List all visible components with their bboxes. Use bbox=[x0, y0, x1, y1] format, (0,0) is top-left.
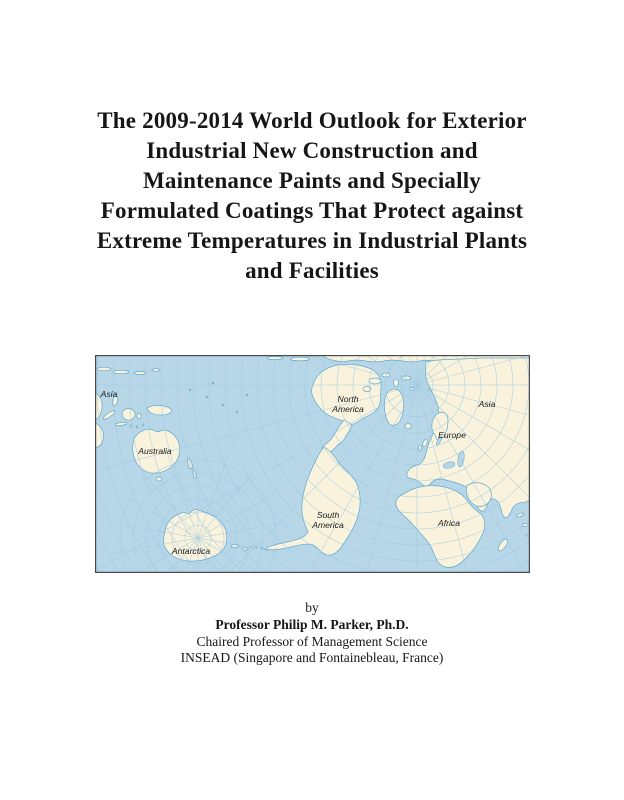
book-title-line: Industrial New Construction and bbox=[146, 138, 478, 163]
map-label-north-america: America bbox=[332, 404, 364, 414]
world-map bbox=[95, 355, 530, 573]
map-label-south-america: South bbox=[316, 510, 340, 520]
author-role: Chaired Professor of Management Science bbox=[196, 633, 428, 649]
world-map-graphic bbox=[95, 355, 530, 573]
book-title-line: and Facilities bbox=[245, 258, 379, 283]
map-label-north-america: North bbox=[337, 394, 359, 404]
author-institution: INSEAD (Singapore and Fontainebleau, France) bbox=[180, 650, 444, 666]
map-label-asia-right: Asia bbox=[478, 399, 496, 409]
map-label-australia: Australia bbox=[138, 446, 172, 456]
book-title-line: The 2009-2014 World Outlook for Exterior bbox=[97, 108, 527, 133]
book-title bbox=[12, 106, 612, 286]
byline-block bbox=[2, 600, 622, 667]
author-name: Professor Philip M. Parker, Ph.D. bbox=[215, 616, 409, 632]
map-label-africa: Africa bbox=[438, 518, 460, 528]
book-title-line: Maintenance Paints and Specially bbox=[142, 168, 481, 193]
book-title-line: Extreme Temperatures in Industrial Plants bbox=[96, 228, 528, 253]
map-label-asia-left: Asia bbox=[100, 389, 118, 399]
map-label-antarctica: Antarctica bbox=[171, 546, 211, 556]
book-title-line: Formulated Coatings That Protect against bbox=[100, 198, 524, 223]
map-label-south-america: America bbox=[312, 520, 344, 530]
map-label-europe: Europe bbox=[438, 430, 466, 440]
byline-by: by bbox=[305, 600, 319, 615]
